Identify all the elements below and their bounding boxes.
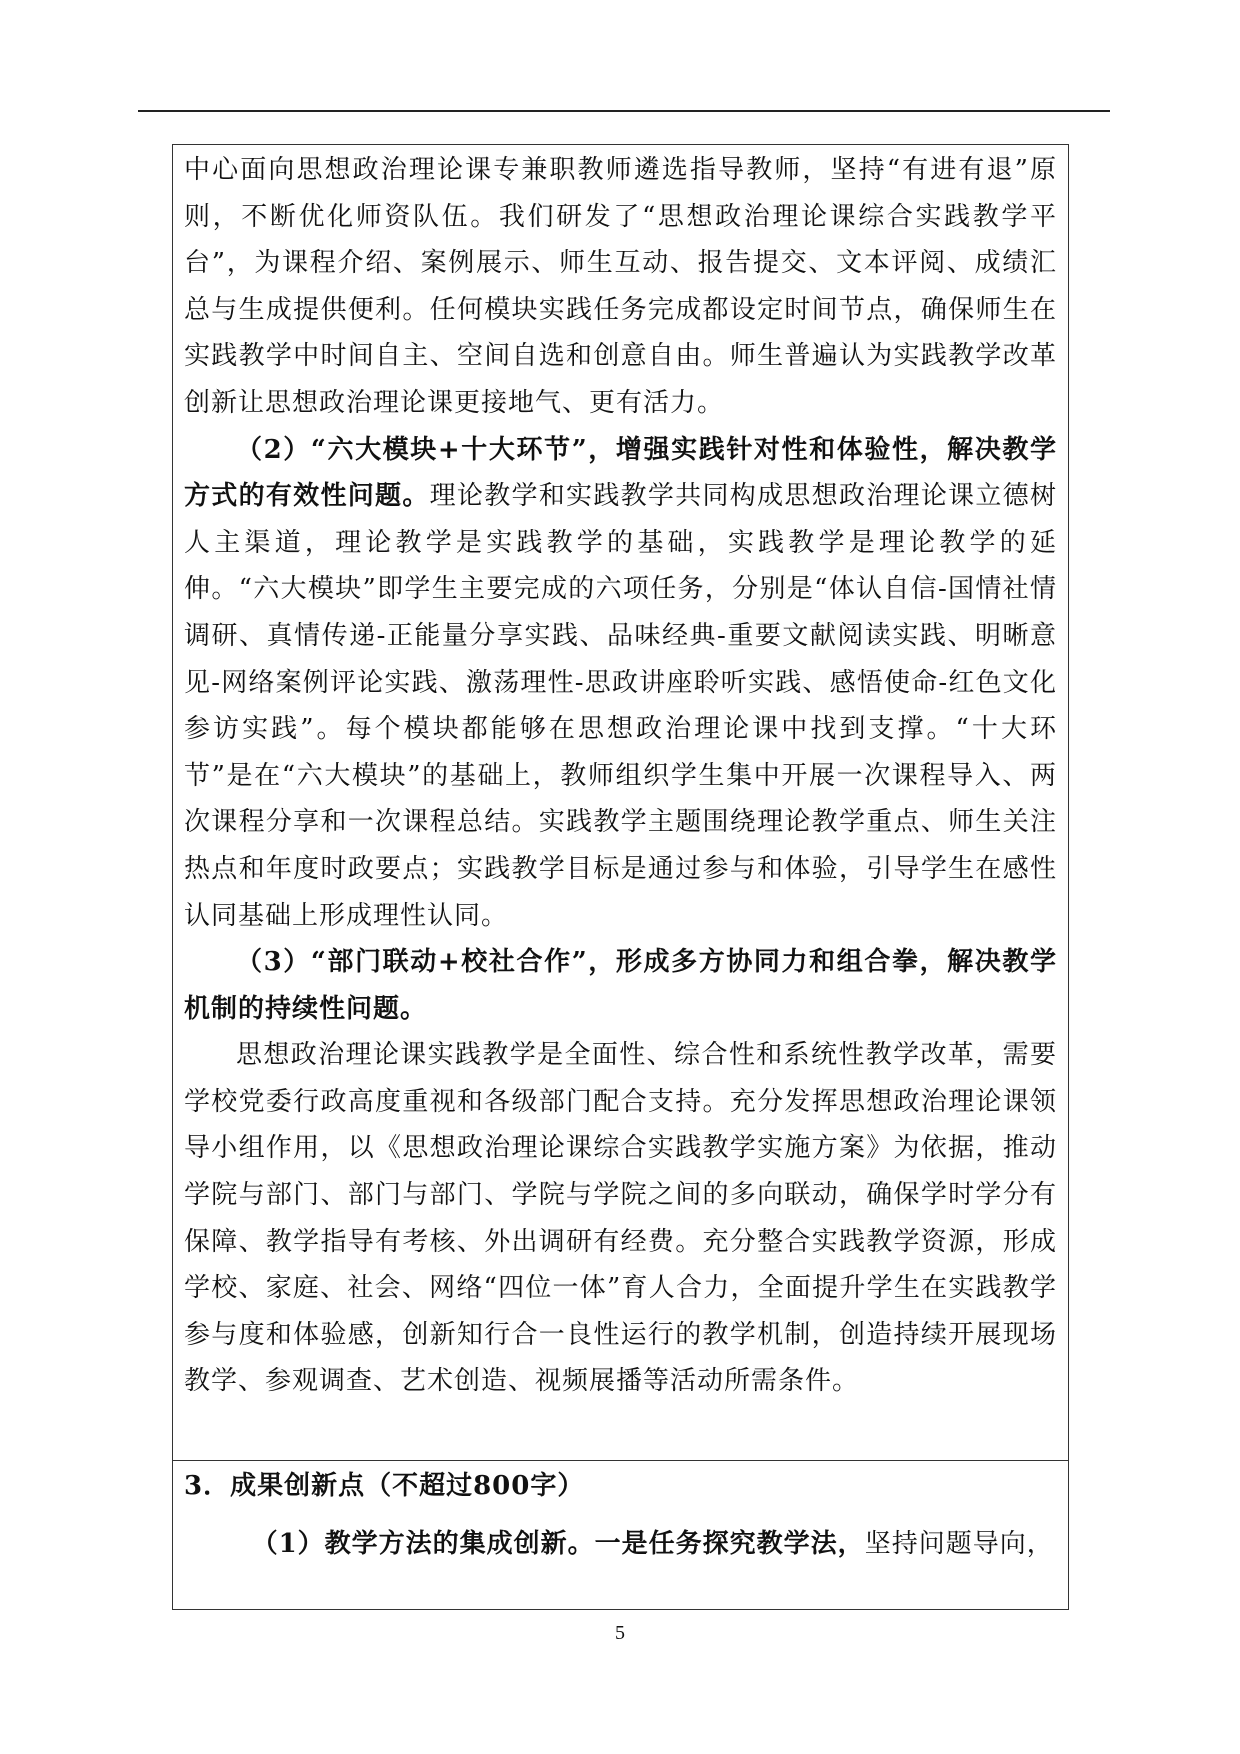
- item-3-heading-paragraph: [184, 939, 1057, 1032]
- section-3-title: 3．成果创新点（不超过800字）: [184, 1471, 585, 1501]
- section-2-content: [184, 147, 1057, 1405]
- item-3-body: 思想政治理论课实践教学是全面性、综合性和系统性教学改革，需要学校党委行政高度重视和各级部门配合支持。充分发挥思想政治理论课领导小组作用，以《思想政治理论课综合实践教学实施方案》为依据，推动学院与部门、部门与部门、学院与学院之间的多向联动，确保学时学分有保障、教学指导有考核、外出调研有经费。充分整合实践教学资源，形成学校、家庭、社会、网络“四位一体”育人合力，全面提升学生在实践教学参与度和体验感，创新知行合一良性运行的教学机制，创造持续开展现场教学、参观调查、艺术创造、视频展播等活动所需条件。: [184, 1040, 1057, 1397]
- form-table: [172, 144, 1069, 1610]
- section-3-item-1-body: 坚持问题导向，: [864, 1529, 1054, 1559]
- section-3-item-1: [184, 1521, 1057, 1567]
- section-3: [184, 1463, 1057, 1567]
- item-2-heading: （2）“六大模块+十大环节”，增强实践针对性和体验性，解决教学方式的有效性问题。: [184, 434, 1057, 512]
- continuation-paragraph: 中心面向思想政治理论课专兼职教师遴选指导教师，坚持“有进有退”原则，不断优化师资队伍。我们研发了“思想政治理论课综合实践教学平台”，为课程介绍、案例展示、师生互动、报告提交、文本评阅、成绩汇总与生成提供便利。任何模块实践任务完成都设定时间节点，确保师生在实践教学中时间自主、空间自选和创意自由。师生普遍认为实践教学改革创新让思想政治理论课更接地气、更有活力。: [184, 155, 1057, 418]
- item-2-paragraph: [184, 427, 1057, 940]
- item-3-heading: （3）“部门联动+校社合作”，形成多方协同力和组合拳，解决教学机制的持续性问题。: [184, 947, 1057, 1024]
- header-rule: [138, 110, 1110, 112]
- page-number: 5: [615, 1622, 625, 1644]
- item-2-body: 理论教学和实践教学共同构成思想政治理论课立德树人主渠道，理论教学是实践教学的基础，实践教学是理论教学的延伸。“六大模块”即学生主要完成的六项任务，分别是“体认自信-国情社情调研、真情传递-正能量分享实践、品味经典-重要文献阅读实践、明晰意见-网络案例评论实践、激荡理性-思政讲座聆听实践、感悟使命-红色文化参访实践”。每个模块都能够在思想政治理论课中找到支撑。“十大环节”是在“六大模块”的基础上，教师组织学生集中开展一次课程导入、两次课程分享和一次课程总结。实践教学主题围绕理论教学重点、师生关注热点和年度时政要点；实践教学目标是通过参与和体验，引导学生在感性认同基础上形成理性认同。: [184, 481, 1057, 931]
- table-row-divider: [173, 1460, 1068, 1461]
- section-3-item-1-heading: （1）教学方法的集成创新。一是任务探究教学法，: [251, 1529, 865, 1559]
